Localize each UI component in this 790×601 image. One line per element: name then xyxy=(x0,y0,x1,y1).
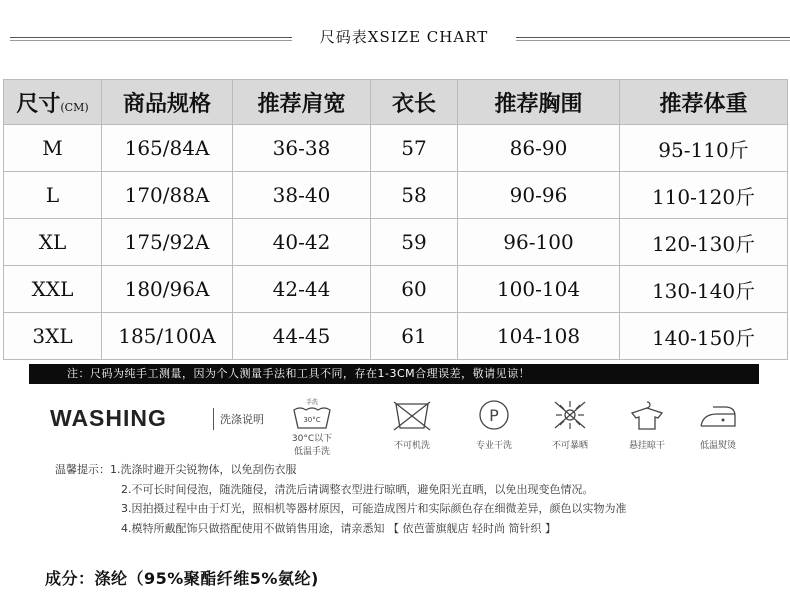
washing-subtitle: 洗涤说明 xyxy=(220,413,264,426)
hand-wash-label-inner: 30°C xyxy=(303,416,321,424)
care-caption: 低温手洗 xyxy=(293,447,330,457)
care-no-machine-wash xyxy=(382,398,442,452)
title-rule-right-thin xyxy=(516,40,790,41)
header-chest: 推荐胸围 xyxy=(458,80,620,125)
header-weight: 推荐体重 xyxy=(620,80,788,125)
cell-shoulder: 42-44 xyxy=(233,266,371,313)
table-row xyxy=(4,172,788,219)
care-caption: 低温熨烫 xyxy=(699,441,736,451)
table-row xyxy=(4,219,788,266)
cell-shoulder: 36-38 xyxy=(233,125,371,172)
cell-size: XXL xyxy=(4,266,102,313)
cell-weight: 95-110斤 xyxy=(620,125,788,172)
hang-dry-icon xyxy=(624,398,670,432)
tip-line: 4.模特所戴配饰只做搭配使用不做销售用途，请亲悉知 【 依芭蕾旗舰店 轻时尚 简针织 】 xyxy=(121,521,556,535)
table-row xyxy=(4,266,788,313)
cell-spec: 175/92A xyxy=(102,219,233,266)
care-low-iron xyxy=(688,398,748,452)
cell-chest: 86-90 xyxy=(458,125,620,172)
cell-length: 58 xyxy=(371,172,458,219)
care-caption: 专业干洗 xyxy=(475,441,512,451)
fabric-composition: 成分：涤纶（95%聚酯纤维5%氨纶) xyxy=(45,569,319,588)
care-caption: 不可暴晒 xyxy=(551,441,588,451)
care-hand-wash xyxy=(282,398,342,458)
care-caption: 不可机洗 xyxy=(393,441,430,451)
cell-length: 61 xyxy=(371,313,458,360)
measurement-note: 注：尺码为纯手工测量，因为个人测量手法和工具不同，存在1-3CM合理误差，敬请见谅！ xyxy=(29,364,759,384)
care-caption: 30°C以下 xyxy=(291,434,333,444)
title-rule-left-thin xyxy=(10,40,292,41)
header-length: 衣长 xyxy=(371,80,458,125)
size-table xyxy=(3,79,788,360)
table-header-row xyxy=(4,80,788,125)
title-rule-right xyxy=(516,37,790,38)
cell-shoulder: 40-42 xyxy=(233,219,371,266)
cell-chest: 100-104 xyxy=(458,266,620,313)
cell-chest: 96-100 xyxy=(458,219,620,266)
header-unit: (CM) xyxy=(60,100,89,114)
cell-shoulder: 44-45 xyxy=(233,313,371,360)
hand-wash-30-icon xyxy=(289,398,335,432)
care-hang-dry xyxy=(617,398,677,452)
header-size: 尺寸(CM) xyxy=(4,80,102,125)
washing-divider xyxy=(213,408,214,430)
cell-size: L xyxy=(4,172,102,219)
cell-spec: 180/96A xyxy=(102,266,233,313)
care-dry-clean xyxy=(464,398,524,452)
no-machine-wash-icon xyxy=(389,398,435,432)
cell-weight: 140-150斤 xyxy=(620,313,788,360)
title-rule-left xyxy=(10,37,292,38)
no-sun-exposure-icon xyxy=(547,398,593,432)
table-row xyxy=(4,125,788,172)
hand-wash-label-top: 手洗 xyxy=(305,399,319,406)
table-row xyxy=(4,313,788,360)
cell-chest: 90-96 xyxy=(458,172,620,219)
cell-weight: 120-130斤 xyxy=(620,219,788,266)
care-caption: 悬挂晾干 xyxy=(628,441,665,451)
cell-spec: 170/88A xyxy=(102,172,233,219)
cell-weight: 110-120斤 xyxy=(620,172,788,219)
warm-tips xyxy=(55,460,627,538)
cell-spec: 165/84A xyxy=(102,125,233,172)
tip-line: 温馨提示：1.洗涤时避开尖锐物体，以免刮伤衣服 xyxy=(55,463,297,476)
washing-title: WASHING xyxy=(50,405,167,431)
header-spec: 商品规格 xyxy=(102,80,233,125)
cell-size: 3XL xyxy=(4,313,102,360)
tip-line: 3.因拍摄过程中由于灯光，照相机等器材原因，可能造成图片和实际颜色存在细微差异，颜色以实物为准 xyxy=(121,502,627,515)
header-shoulder: 推荐肩宽 xyxy=(233,80,371,125)
cell-length: 57 xyxy=(371,125,458,172)
cell-size: M xyxy=(4,125,102,172)
cell-size: XL xyxy=(4,219,102,266)
low-temp-iron-icon xyxy=(695,398,741,432)
chart-title: 尺码表XSIZE CHART xyxy=(319,28,489,46)
dry-clean-letter: P xyxy=(489,406,499,425)
cell-shoulder: 38-40 xyxy=(233,172,371,219)
professional-dry-clean-icon xyxy=(471,398,517,432)
tip-line: 2.不可长时间侵泡，随洗随侵，清洗后请调整衣型进行晾晒，避免阳光直晒，以免出现变色情况。 xyxy=(121,482,594,496)
care-no-sun xyxy=(540,398,600,452)
cell-chest: 104-108 xyxy=(458,313,620,360)
tips-label: 温馨提示： xyxy=(55,463,110,476)
cell-length: 59 xyxy=(371,219,458,266)
cell-length: 60 xyxy=(371,266,458,313)
cell-weight: 130-140斤 xyxy=(620,266,788,313)
cell-spec: 185/100A xyxy=(102,313,233,360)
